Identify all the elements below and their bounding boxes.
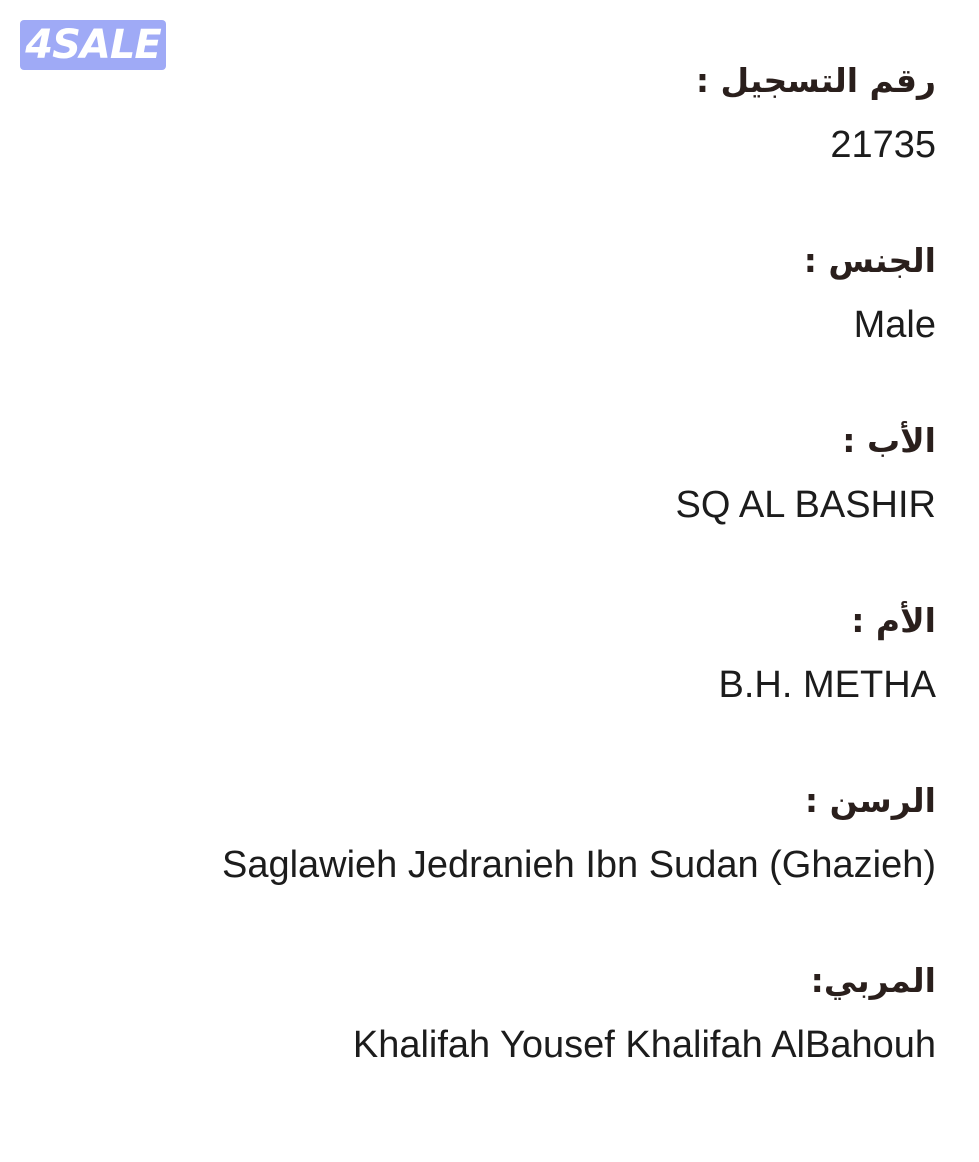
registration-number-label: رقم التسجيل : [695, 61, 936, 100]
field-gender [56, 232, 936, 360]
field-breeder [56, 952, 936, 1080]
breeder-label: المربي: [810, 961, 936, 1000]
gender-value: Male [853, 304, 936, 346]
sire-value: SQ AL BASHIR [675, 484, 936, 526]
field-dam [56, 592, 936, 720]
dam-value: B.H. METHA [718, 664, 936, 706]
strain-value: Saglawieh Jedranieh Ibn Sudan (Ghazieh) [221, 844, 936, 886]
gender-label: الجنس : [803, 241, 936, 280]
field-sire [56, 412, 936, 540]
registration-number-value: 21735 [830, 124, 936, 166]
field-strain [56, 772, 936, 900]
field-registration-number [56, 52, 936, 180]
watermark-text: 4SALE [25, 22, 161, 68]
horse-details [56, 52, 936, 1132]
sire-label: الأب : [842, 421, 936, 460]
dam-label: الأم : [851, 601, 936, 640]
strain-label: الرسن : [804, 781, 936, 820]
breeder-value: Khalifah Yousef Khalifah AlBahouh [352, 1024, 936, 1066]
